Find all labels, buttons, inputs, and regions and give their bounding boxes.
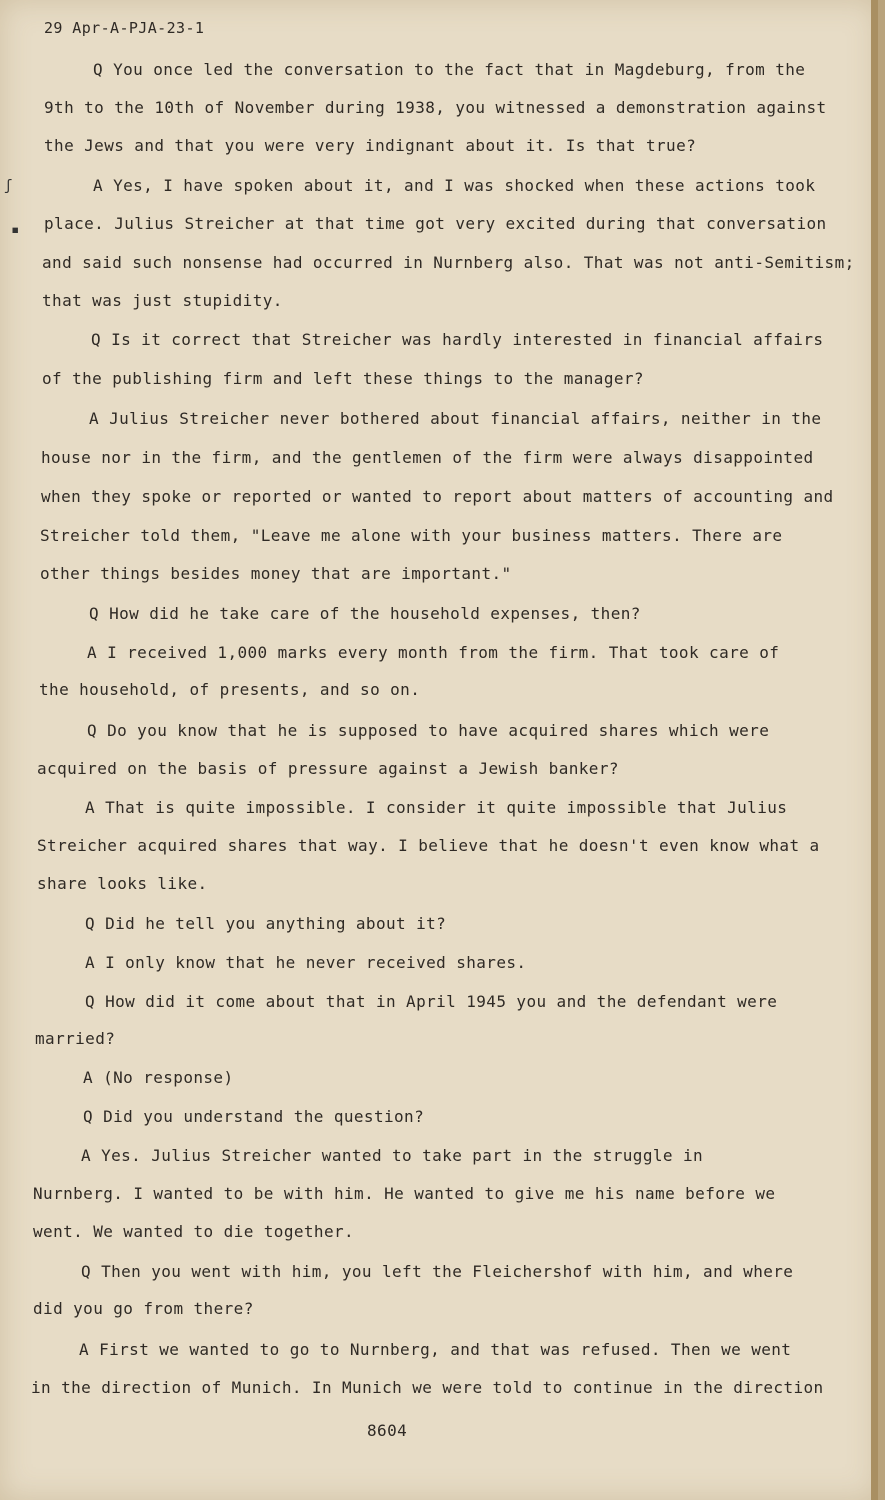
text-line: Q Then you went with him, you left the Fleichershof with him, and where [81, 1262, 794, 1281]
text-line: Streicher told them, "Leave me alone with your business matters. There are [40, 526, 783, 545]
text-line: A Yes, I have spoken about it, and I was shocked when these actions took [93, 176, 816, 195]
text-line: 9th to the 10th of November during 1938, you witnessed a demonstration against [44, 98, 827, 117]
text-line: A First we wanted to go to Nurnberg, and that was refused. Then we went [79, 1340, 792, 1359]
text-line: went. We wanted to die together. [33, 1222, 355, 1241]
text-line: A (No response) [83, 1068, 234, 1087]
text-line: when they spoke or reported or wanted to report about matters of accounting and [41, 487, 834, 506]
text-line: Q Did he tell you anything about it? [85, 914, 447, 933]
text-line: A I received 1,000 marks every month from the firm. That took care of [87, 643, 780, 662]
page-edge [871, 0, 878, 1500]
text-line: A Yes. Julius Streicher wanted to take part in the struggle in [81, 1146, 704, 1165]
text-line: acquired on the basis of pressure against a Jewish banker? [37, 759, 619, 778]
text-line: other things besides money that are important." [40, 564, 512, 583]
text-line: place. Julius Streicher at that time got very excited during that conversation [44, 214, 827, 233]
text-line: A I only know that he never received shares. [85, 953, 527, 972]
page-number: 8604 [367, 1421, 408, 1440]
text-line: in the direction of Munich. In Munich we were told to continue in the direction [31, 1378, 824, 1397]
text-line: Q Is it correct that Streicher was hardly interested in financial affairs [91, 330, 824, 349]
text-line: did you go from there? [33, 1299, 254, 1318]
text-line: Q Did you understand the question? [83, 1107, 425, 1126]
text-line: Nurnberg. I wanted to be with him. He wanted to give me his name before we [33, 1184, 776, 1203]
text-line: married? [35, 1029, 116, 1048]
margin-mark: ʃ [4, 178, 13, 194]
text-line: Q You once led the conversation to the fact that in Magdeburg, from the [93, 60, 806, 79]
text-line: Streicher acquired shares that way. I believe that he doesn't even know what a [37, 836, 820, 855]
text-line: house nor in the firm, and the gentlemen of the firm were always disappointed [41, 448, 814, 467]
text-line: the Jews and that you were very indignant about it. Is that true? [44, 136, 697, 155]
document-header: 29 Apr-A-PJA-23-1 [44, 19, 205, 37]
text-line: A Julius Streicher never bothered about financial affairs, neither in the [89, 409, 822, 428]
text-line: Q How did it come about that in April 1945 you and the defendant were [85, 992, 778, 1011]
text-line: Q How did he take care of the household expenses, then? [89, 604, 641, 623]
text-line: and said such nonsense had occurred in Nurnberg also. That was not anti-Semitism; [42, 253, 855, 272]
text-line: the household, of presents, and so on. [39, 680, 421, 699]
text-line: of the publishing firm and left these things to the manager? [42, 369, 644, 388]
text-line: Q Do you know that he is supposed to have acquired shares which were [87, 721, 770, 740]
text-line: share looks like. [37, 874, 208, 893]
margin-dot: ▪ [11, 222, 20, 238]
text-line: that was just stupidity. [42, 291, 283, 310]
text-line: A That is quite impossible. I consider it quite impossible that Julius [85, 798, 788, 817]
